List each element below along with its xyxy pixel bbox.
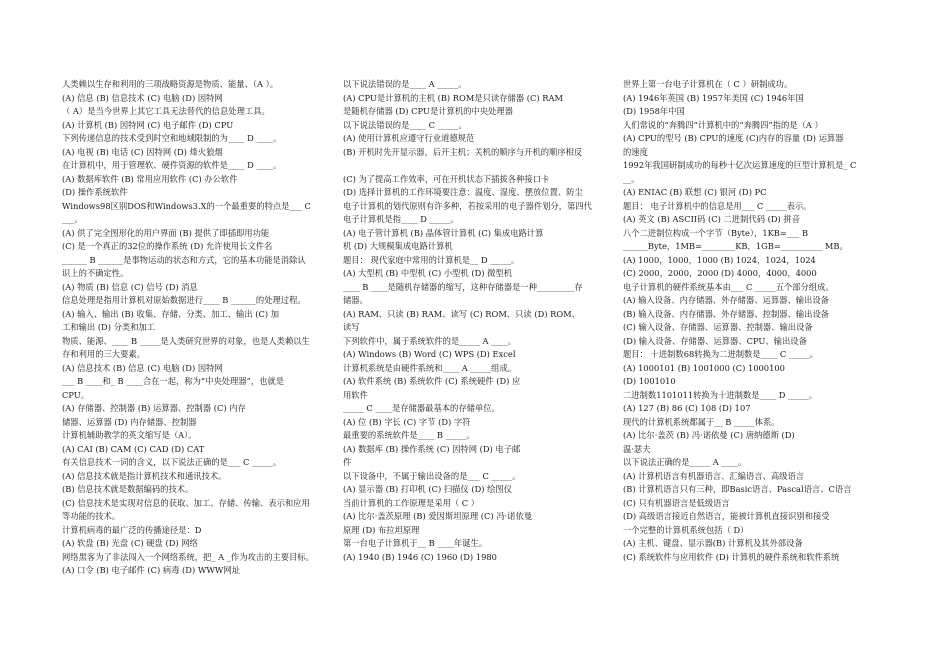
text-line: (A) 信息技术就是指计算机技术和通讯技术。 <box>62 470 227 481</box>
text-line <box>343 159 609 173</box>
text-line: 温·瑟夫 <box>623 443 651 454</box>
text-line: 电子计算机是指____ D _____。 <box>343 214 459 224</box>
text-line: 题目： 十进制数68转换为二进制数是____ C _____。 <box>623 349 818 359</box>
text-line: (A) 使用计算机应遵守行业道德规范 <box>343 133 475 143</box>
text-line: (A) 127 (B) 86 (C) 108 (D) 107 <box>623 403 751 413</box>
text-line: 原理 (D) 布拉坦原理 <box>343 524 420 535</box>
text-line: 第一台电子计算机于__ B ____年诞生。 <box>343 538 488 548</box>
text-line: 机 (D) 大规模集成电路计算机 <box>343 241 453 251</box>
text-line: (A) 信息技术 (B) 信息 (C) 电脑 (D) 因特网 <box>62 362 223 373</box>
text-line: 以下说法错误的是____ C _____。 <box>343 119 467 130</box>
text-line: (C) 系统软件与应用软件 (D) 计算机的硬件系统和软件系统 <box>623 551 840 562</box>
text-line: 人类赖以生存和利用的三项战略资源是物质、能量、（A ）。 <box>62 79 279 89</box>
text-line: 储器、运算器 (D) 内存储器、控制器 <box>62 416 197 427</box>
text-line: (A) 1940 (B) 1946 (C) 1960 (D) 1980 <box>343 551 497 562</box>
text-line: (A) 计算机语言有机器语言、汇编语言、高级语言 <box>623 470 805 481</box>
text-line: 计算机辅助教学的英文缩写是（A）。 <box>62 430 197 440</box>
text-line: 题目： 电子计算机中的信息是用___ C _____表示。 <box>623 200 812 211</box>
text-line: (A) 电视 (B) 电话 (C) 因特网 (D) 烽火狼烟 <box>62 146 223 157</box>
text-line: 存和利用的三大要素。 <box>62 349 145 359</box>
text-line: 二进制数1101011转换为十进制数是____ D _____。 <box>623 389 818 400</box>
text-line: (A) ENIAC (B) 联想 (C) 银河 (D) PC <box>623 187 767 197</box>
text-line: 下列软件中，属于系统软件的是_____ A ____。 <box>343 335 517 346</box>
text-line: (B) 开机时先开显示器，后开主机；关机的顺序与开机的顺序相反 <box>343 146 583 157</box>
text-line: 物质、能源、____ B _____是人类研究世界的对象，也是人类赖以生 <box>62 335 310 346</box>
text-line: (C) 只有机器语言是低级语言 <box>623 497 730 508</box>
text-line: (A) 口令 (B) 电子邮件 (C) 病毒 (D) WWW网址 <box>62 565 240 575</box>
text-line: 以下设备中，不属于输出设备的是___ C _____。 <box>343 470 521 481</box>
text-line: (A) 1000，1000，1000 (B) 1024，1024，1024 <box>623 254 816 265</box>
text-column-middle <box>343 78 609 564</box>
text-line: (A) 比尔·盖茨原理 (B) 爱因斯坦原理 (C) 冯·诺依曼 <box>343 511 533 521</box>
text-line: _____ C ____是存储器最基本的存储单位。 <box>343 403 500 413</box>
text-line: 工和输出 (D) 分类和加工 <box>62 322 156 332</box>
text-line: (C) 2000，2000，2000 (D) 4000，4000，4000 <box>623 268 817 278</box>
text-line: (B) 计算机语言只有三种，即Basic语言、Pascal语言、C语言 <box>623 484 852 494</box>
text-line: (A) 供了完全图形化的用户界面 (B) 提供了即插即用功能 <box>62 227 270 238</box>
text-line: 最重要的系统软件是____ B _____。 <box>343 430 475 440</box>
text-line: (B) 信息技术就是数据编码的技术。 <box>62 484 194 494</box>
text-line: ______Byte，1MB=________KB，1GB=__________ MB。 <box>623 241 848 251</box>
text-line: 以下说法错误的是____ A _____。 <box>343 79 467 89</box>
text-line: 人们常说的“奔腾四”计算机中的“奔腾四”指的是（A ） <box>623 119 823 130</box>
text-line: 电子计算机的划代原则有许多种，若按采用的电子器件划分，第四代 <box>343 200 592 211</box>
text-line: (D) 高级语言接近自然语言，能被计算机直接识别和接受 <box>623 511 830 521</box>
text-line: 计算机病毒的最广泛的传播途径是：D <box>62 524 202 535</box>
text-line: 识上的不确定性。 <box>62 268 129 278</box>
text-line: (A) RAM、只读 (B) RAM、读写 (C) ROM、只读 (D) ROM、 <box>343 308 580 319</box>
text-line: (A) 输入、输出 (B) 收集、存储、分类、加工、输出 (C) 加 <box>62 308 279 319</box>
text-line: (A) 信息 (B) 信息技术 (C) 电脑 (D) 因特网 <box>62 92 223 103</box>
text-line: (A) 主机、键盘、显示器(B) 计算机及其外部设备 <box>623 538 803 548</box>
text-line: (D) 1958年中国 <box>623 106 685 116</box>
text-line: 信息处理是指用计算机对原始数据进行____ B ______的处理过程。 <box>62 295 306 305</box>
text-line: (D) 操作系统软件 <box>62 187 128 197</box>
text-line: (A) 1946年英国 (B) 1957年美国 (C) 1946年国 <box>623 92 804 103</box>
text-line: CPU。 <box>62 389 90 400</box>
text-line: ______ B ______是事物运动的状态和方式，它的基本功能是消除认 <box>62 254 306 265</box>
text-line: 题目： 现代家庭中常用的计算机是__ D _____。 <box>343 254 520 265</box>
text-line: (D) 1001010 <box>623 376 676 386</box>
text-line: 现代的计算机系统都属于__ B _____体系。 <box>623 416 780 427</box>
text-line: ___ B ____和_ B ____合在一起，称为“中央处理器”，也就是 <box>62 376 285 386</box>
text-line: (A) 存储器、控制器 (B) 运算器、控制器 (C) 内存 <box>62 403 246 413</box>
text-line: (A) 位 (B) 字长 (C) 字节 (D) 字符 <box>343 416 471 427</box>
text-line: (A) Windows (B) Word (C) WPS (D) Excel <box>343 349 516 359</box>
text-line: （ A）是当今世界上其它工具无法替代的信息处理工具。 <box>62 106 270 116</box>
text-line: 一个完整的计算机系统包括（ D） <box>623 524 749 535</box>
text-line: 世界上第一台电子计算机在（ C ）研制成功。 <box>623 79 793 89</box>
text-line: 计算机系统是由硬件系统和____ A _____组成。 <box>343 362 517 373</box>
text-line: (A) 比尔·盖茨 (B) 冯·诺依曼 (C) 唐纳德斯 (D) <box>623 430 795 440</box>
text-line: 1992年我国研制成功的每秒十亿次运算速度的巨型计算机是_ C <box>623 160 857 170</box>
text-line: 以下说法正确的是_____ A ____。 <box>623 457 747 467</box>
text-line: (A) 软盘 (B) 光盘 (C) 硬盘 (D) 网络 <box>62 538 198 548</box>
text-line: ____ B ____是随机存储器的缩写，这种存储器是一种_________存 <box>343 281 583 292</box>
text-line: ___。 <box>62 214 83 224</box>
text-line: 用软件 <box>343 389 368 400</box>
text-line: 是随机存储器 (D) CPU是计算机的中央处理器 <box>343 106 513 116</box>
text-line: 有关信息技术一词的含义，以下说法正确的是___ C _____。 <box>62 457 282 467</box>
text-line: Windows98区别DOS和Windows3.X的一个最重要的特点是___ C <box>62 200 311 211</box>
text-line: 下列传递信息的技术受到时空和地域限制的为____ D ____。 <box>62 133 282 143</box>
text-line: (C) 是一个真正的32位的操作系统 (D) 允许使用长文件名 <box>62 241 273 251</box>
text-line: 读写 <box>343 322 360 332</box>
text-line: (A) 计算机 (B) 因特网 (C) 电子邮件 (D) CPU <box>62 119 234 130</box>
text-line: (C) 输入设备、存储器、运算器、控制器、输出设备 <box>623 322 813 332</box>
text-line: 在计算机中，用于管理软、硬件资源的软件是____ D ____。 <box>62 160 282 170</box>
text-column-right <box>623 78 889 564</box>
text-line: 网络黑客为了非法闯入一个网络系统，把_ A _作为攻击的主要目标。 <box>62 551 314 562</box>
text-line: (C) 信息技术是实现对信息的获取、加工、存储、传输、表示和应用 <box>62 497 310 508</box>
text-line: (D) 选择计算机的工作环境要注意：温度、湿度、摆放位置、防尘 <box>343 187 583 197</box>
text-line: (A) 数据库 (B) 操作系统 (C) 因特网 (D) 电子邮 <box>343 443 521 454</box>
text-line: 件 <box>343 457 352 467</box>
text-line: 的速度 <box>623 146 648 157</box>
text-line: 等功能的技术。 <box>62 511 121 521</box>
text-line: (A) CPU是计算机的主机 (B) ROM是只读存储器 (C) RAM <box>343 92 563 103</box>
text-line: (A) 1000101 (B) 1001000 (C) 1000100 <box>623 362 785 373</box>
text-line: (B) 输入设备、内存储器、外存储器、控制器、输出设备 <box>623 308 830 319</box>
text-line: (A) 输入设备、内存储器、外存储器、运算器、输出设备 <box>623 295 829 305</box>
text-line: (D) 输入设备、存储器、运算器、CPU、输出设备 <box>623 335 807 346</box>
text-line: (A) 电子管计算机 (B) 晶体管计算机 (C) 集成电路计算 <box>343 227 544 238</box>
text-line: (A) 数据库软件 (B) 常用应用软件 (C) 办公软件 <box>62 173 238 184</box>
text-line: __。 <box>623 173 640 184</box>
text-line: (A) CAI (B) CAM (C) CAD (D) CAT <box>62 443 205 454</box>
text-line: (A) CPU的型号 (B) CPU的速度 (C)内存的容量 (D) 运算器 <box>623 133 844 143</box>
text-line: 当前计算机的工作原理是采用（ C ） <box>343 497 480 508</box>
text-line: (C) 为了提高工作效率，可在开机状态下插拔各种接口卡 <box>343 173 550 184</box>
text-line: 储器。 <box>343 295 368 305</box>
text-line: 八个二进制位构成一个字节（Byte），1KB=___ B <box>623 227 809 238</box>
text-line: (A) 大型机 (B) 中型机 (C) 小型机 (D) 微型机 <box>343 268 513 278</box>
text-line: 电子计算机的硬件系统基本由___ C _____五个部分组成。 <box>623 281 834 292</box>
text-line: (A) 软件系统 (B) 系统软件 (C) 系统硬件 (D) 应 <box>343 376 521 386</box>
text-line: (A) 显示器 (B) 打印机 (C) 扫描仪 (D) 绘图仪 <box>343 484 513 494</box>
text-line: (A) 英文 (B) ASCII码 (C) 二进制代码 (D) 拼音 <box>623 214 800 224</box>
text-line: (A) 物质 (B) 信息 (C) 信号 (D) 消息 <box>62 281 198 292</box>
text-column-left <box>62 78 328 578</box>
